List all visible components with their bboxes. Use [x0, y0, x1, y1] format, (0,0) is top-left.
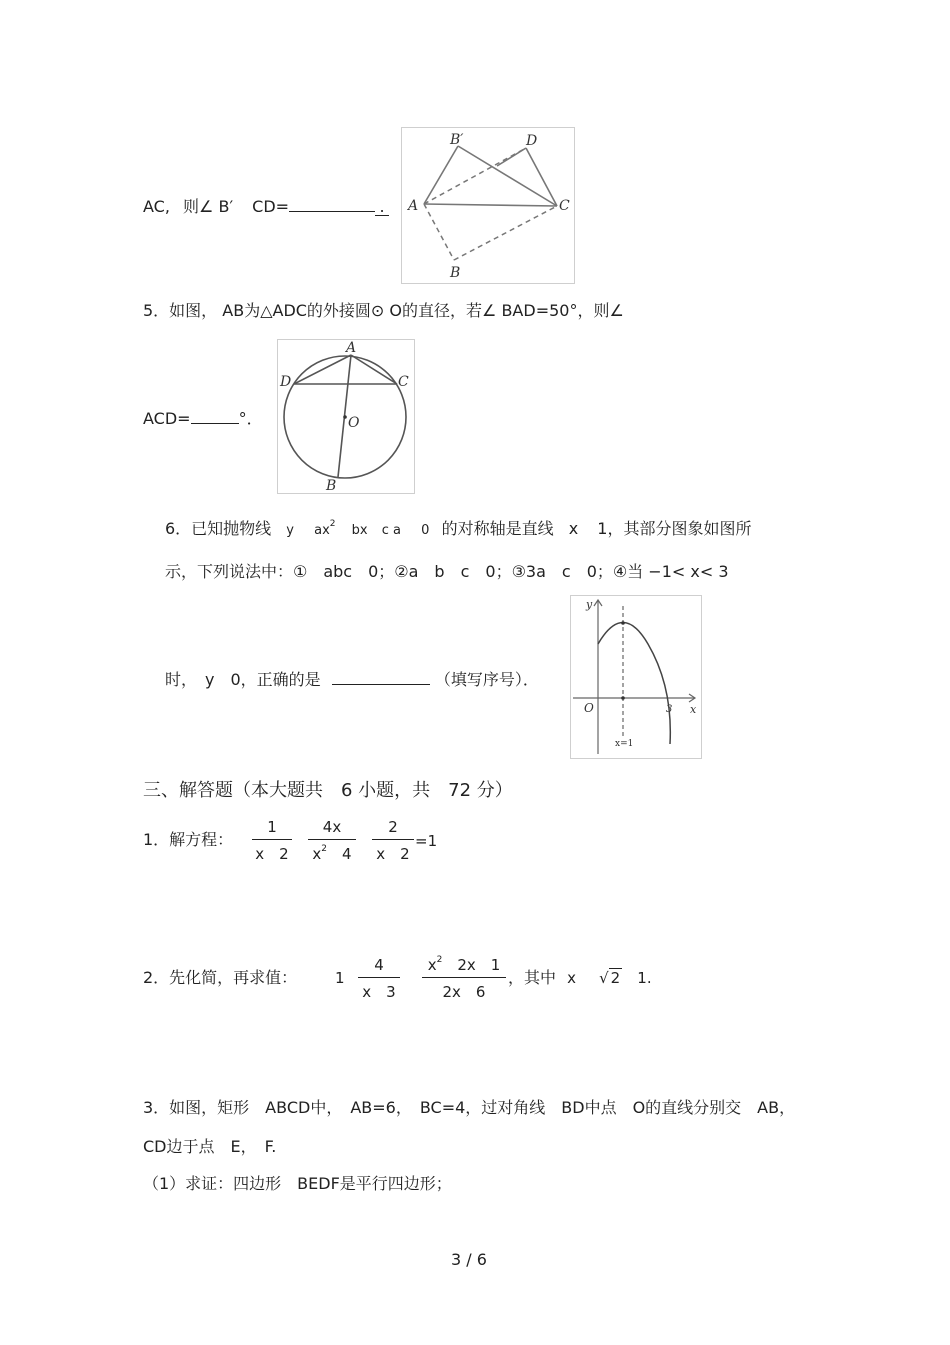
p1-f3-den: x 2: [376, 845, 410, 863]
q5-label-d: D: [280, 374, 292, 390]
q5-label-o: O: [348, 415, 360, 431]
p2-x: x: [567, 969, 576, 987]
q5-answer-blank[interactable]: [191, 409, 239, 424]
p2-sqrt: [599, 969, 622, 987]
q6-line1: [165, 521, 751, 537]
p1-f2-den-rest: 4: [327, 845, 352, 863]
q4-answer-blank[interactable]: [289, 197, 375, 212]
q4-cd: CD=: [252, 197, 290, 216]
q4-label-b: B: [450, 265, 461, 281]
q5-figure: [277, 339, 415, 494]
q4-figure-svg: [402, 128, 574, 283]
q6-line3-suffix: （填写序号）．: [434, 670, 539, 689]
q4-label-a: A: [408, 198, 419, 214]
q6-line3: [165, 670, 539, 688]
p2-radicand: 2: [610, 969, 621, 987]
p2-condition: [508, 970, 652, 986]
p2-prefix: 2．先化简，再求值：: [143, 968, 298, 987]
q6-figure-svg: [571, 596, 701, 758]
q6-label-y: y: [586, 598, 593, 611]
p1-f2-num: 4x: [308, 820, 356, 840]
q6-eq: [286, 519, 433, 538]
p2-fraction-1: [358, 958, 400, 1000]
q6-line1-mid: 的对称轴是直线: [441, 519, 554, 538]
q4-label-b-prime: B′: [450, 132, 464, 148]
p1-prefix: 1．解方程：: [143, 830, 234, 849]
q6-eq-exp: 2: [329, 519, 336, 529]
p2-f2-num: [422, 955, 506, 978]
p1-f2-den-x: x: [312, 845, 322, 863]
q6-line1-suffix: ，其部分图象如图所: [607, 519, 752, 538]
q6-eq-c: c a: [381, 523, 402, 538]
q4-b-prime: B′: [218, 197, 234, 216]
q6-eq-zero: 0: [421, 523, 430, 538]
p1-fraction-2: [308, 820, 356, 862]
p2-f1-num: 4: [358, 958, 400, 978]
p1-f2-den-exp: 2: [321, 844, 328, 854]
q6-answer-blank[interactable]: [332, 670, 430, 685]
q4-period: .: [375, 199, 389, 216]
p2-one: 1: [335, 969, 345, 987]
sqrt-icon: √: [599, 969, 609, 987]
p2-tail: 1.: [637, 969, 652, 987]
page-number: 3 / 6: [451, 1250, 487, 1269]
p2-mid: ，其中: [508, 968, 557, 987]
q6-line3-prefix: 时， y 0，正确的是: [165, 670, 321, 689]
q5-label-b: B: [326, 478, 337, 493]
q4-answer-line: [143, 197, 389, 216]
q6-label-axis-line: x=1: [615, 739, 634, 749]
p1-rhs: =1: [415, 832, 438, 850]
q4-label-d: D: [526, 133, 538, 149]
q5-suffix: °．: [238, 409, 263, 428]
p2-f2-den: 2x 6: [442, 983, 486, 1001]
q6-eq-y: y: [286, 523, 294, 538]
p1-fraction-1: [252, 820, 292, 862]
q5-prefix: ACD=: [143, 409, 191, 428]
q5-line1: 5．如图， AB为△ADC的外接圆⊙ O的直径，若∠ BAD=50°，则∠: [143, 301, 624, 320]
p1-f1-num: 1: [252, 820, 292, 840]
p2-f1-den: x 3: [362, 983, 396, 1001]
p3-sub1: （1）求证：四边形 BEDF是平行四边形；: [143, 1174, 452, 1193]
q5-figure-svg: [278, 340, 414, 493]
q6-eq-bx: bx: [351, 523, 368, 538]
q6-line2: 示，下列说法中：① abc 0；②a b c 0；③3a c 0；④当 −1< x< 3: [165, 562, 729, 581]
p2-f2-num-x: x: [427, 956, 437, 974]
p1-f3-num: 2: [372, 820, 414, 840]
p3-line1: 3．如图，矩形 ABCD中， AB=6， BC=4，过对角线 BD中点 O的直线分别交 AB，: [143, 1098, 796, 1117]
q6-label-x: x: [690, 703, 697, 716]
p2-f2-num-exp: 2: [436, 955, 443, 965]
q6-eq-ax: ax: [314, 523, 330, 538]
q5-label-a: A: [346, 340, 357, 356]
q4-then: 则∠: [183, 197, 214, 216]
q4-figure: [401, 127, 575, 284]
p1-f1-den: x 2: [255, 845, 289, 863]
p1-fraction-3: [372, 820, 414, 862]
p3-line2: CD边于点 E， F.: [143, 1137, 277, 1156]
q5-answer-line: [143, 409, 263, 427]
q4-prefix: AC,: [143, 197, 170, 216]
q6-line1-prefix: 6．已知抛物线: [165, 519, 272, 538]
q6-label-o: O: [584, 701, 594, 715]
p1-f2-den: [308, 840, 356, 862]
q6-figure: [570, 595, 702, 759]
p2-fraction-2: [422, 955, 506, 1001]
q4-label-c: C: [559, 198, 570, 214]
section3-title: 三、解答题（本大题共 6 小题，共 72 分）: [143, 780, 513, 801]
q6-line1-one: 1: [597, 519, 608, 538]
q6-label-three: 3: [666, 704, 673, 715]
q5-label-c: C: [398, 374, 409, 390]
p2-f2-num-rest: 2x 1: [442, 956, 501, 974]
q6-line1-x: x: [568, 519, 579, 538]
